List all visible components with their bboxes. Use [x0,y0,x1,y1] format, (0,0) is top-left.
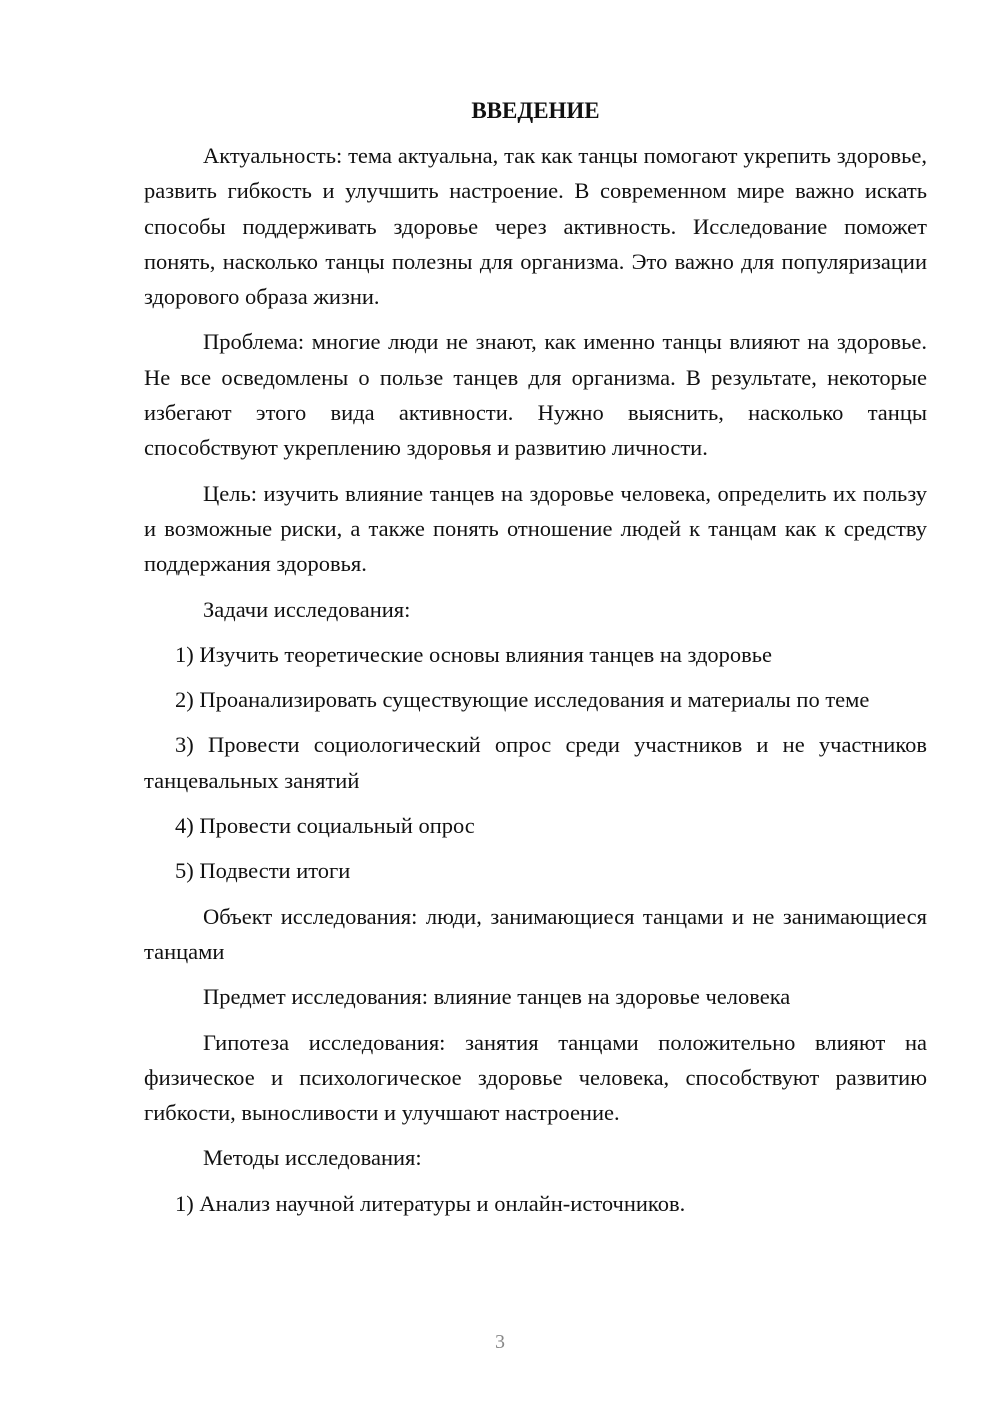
object-paragraph: Объект исследования: люди, занимающиеся танцами и не занимающиеся танцами [144,903,927,964]
page-number: 3 [495,1331,505,1353]
problem-paragraph: Проблема: многие люди не знают, как именно танцы влияют на здоровье. Не все осведомлены о пользе танцев для организма. В результате, некоторые избегают этого вида активности. Нужно выяснить, насколько танцы способствуют укреплению здоровья и развитию личности. [144,329,927,461]
task-item-1: 1) Изучить теоретические основы влияния танцев на здоровье [175,641,773,667]
hypothesis-paragraph: Гипотеза исследования: занятия танцами положительно влияют на физическое и психологическое здоровье человека, способствуют развитию гибкости, выносливости и улучшают настроение. [144,1029,927,1126]
task-item-4: 4) Провести социальный опрос [175,813,475,839]
method-item-1: 1) Анализ научной литературы и онлайн-источников. [175,1190,686,1216]
subject-paragraph: Предмет исследования: влияние танцев на здоровье человека [203,984,791,1010]
relevance-paragraph: Актуальность: тема актуальна, так как танцы помогают укрепить здоровье, развить гибкость и улучшить настроение. В современном мире важно искать способы поддерживать здоровье через активность. Исследование поможет понять, насколько танцы полезны для организма. Это важно для популяризации здорового образа жизни. [144,143,927,310]
goal-paragraph: Цель: изучить влияние танцев на здоровье человека, определить их пользу и возможные риски, а также понять отношение людей к танцам как к средству поддержания здоровья. [144,480,927,577]
task-item-3: 3) Провести социологический опрос среди участников и не участников танцевальных занятий [144,732,927,793]
tasks-title: Задачи исследования: [203,596,411,622]
methods-title: Методы исследования: [203,1145,422,1171]
task-item-5: 5) Подвести итоги [175,858,351,884]
task-item-2: 2) Проанализировать существующие исследования и материалы по теме [175,687,870,713]
section-heading: ВВЕДЕНИЕ [471,98,600,123]
document-page [144,96,927,1231]
